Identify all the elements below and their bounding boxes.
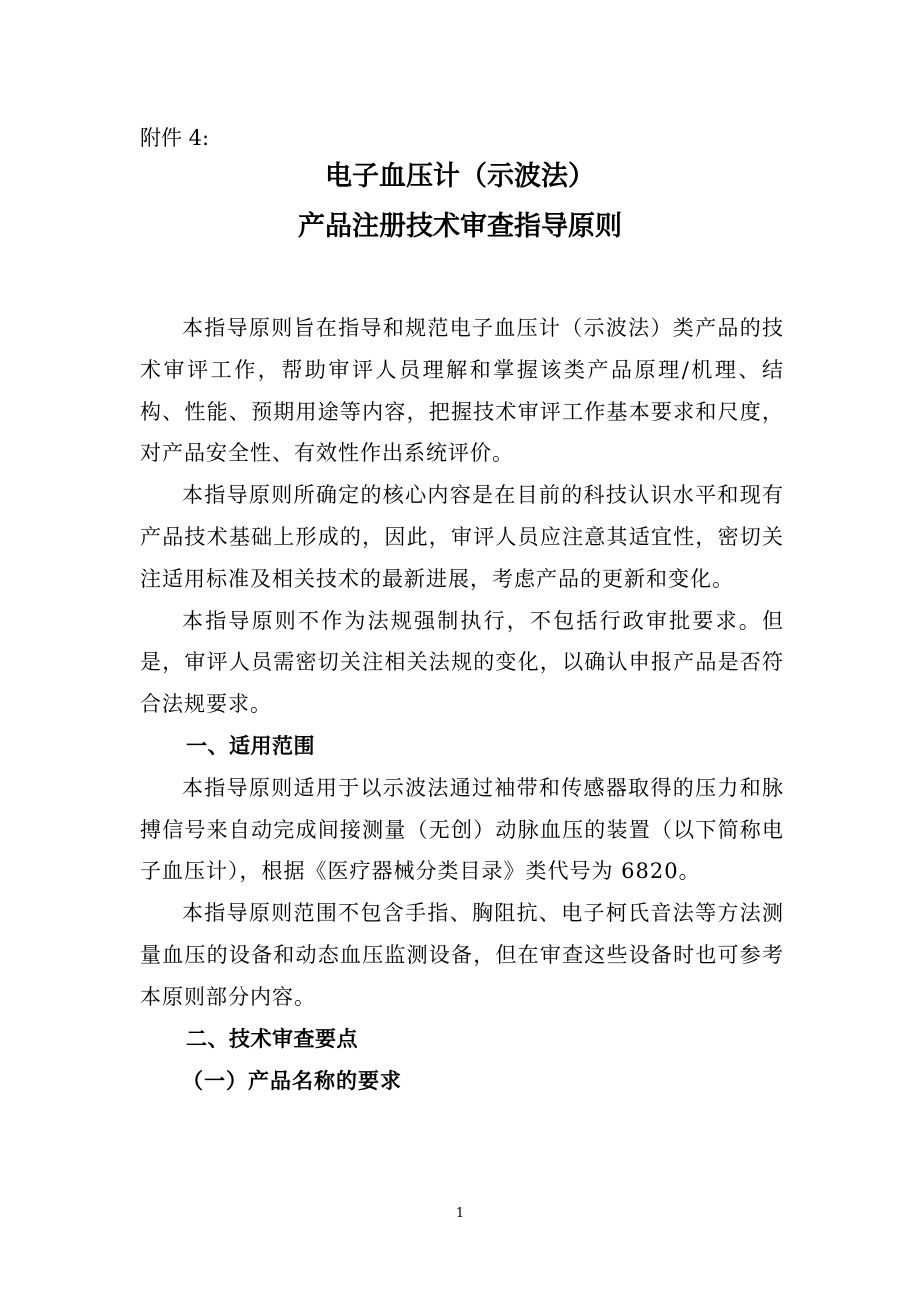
attachment-label: 附件 4: bbox=[140, 126, 210, 150]
document-body bbox=[140, 308, 784, 1102]
intro-paragraph-2: 本指导原则所确定的核心内容是在目前的科技认识水平和现有产品技术基础上形成的，因此，审评人员应注意其适宜性，密切关注适用标准及相关技术的最新进展，考虑产品的更新和变化。 bbox=[140, 483, 784, 591]
section-heading-review-points: 二、技术审查要点 bbox=[186, 1026, 358, 1051]
document-title-line2: 产品注册技术审查指导原则 bbox=[298, 211, 622, 242]
intro-paragraph-3: 本指导原则不作为法规强制执行，不包括行政审批要求。但是，审评人员需密切关注相关法规的变化，以确认申报产品是否符合法规要求。 bbox=[140, 608, 784, 717]
document-title-line1: 电子血压计（示波法） bbox=[325, 161, 595, 192]
section-heading-scope: 一、适用范围 bbox=[186, 733, 315, 758]
page-number: 1 bbox=[455, 1206, 465, 1221]
scope-paragraph-2: 本指导原则范围不包含手指、胸阻抗、电子柯氏音法等方法测量血压的设备和动态血压监测设备，但在审查这些设备时也可参考本原则部分内容。 bbox=[140, 901, 784, 1009]
scope-paragraph-1: 本指导原则适用于以示波法通过袖带和传感器取得的压力和脉搏信号来自动完成间接测量（无创）动脉血压的装置（以下简称电子血压计），根据《医疗器械分类目录》类代号为 6820。 bbox=[140, 775, 784, 884]
subsection-heading-product-name: （一）产品名称的要求 bbox=[182, 1068, 402, 1094]
intro-paragraph-1: 本指导原则旨在指导和规范电子血压计（示波法）类产品的技术审评工作，帮助审评人员理解和掌握该类产品原理/机理、结构、性能、预期用途等内容，把握技术审评工作基本要求和尺度，对产品安全性、有效性作出系统评价。 bbox=[140, 316, 784, 466]
